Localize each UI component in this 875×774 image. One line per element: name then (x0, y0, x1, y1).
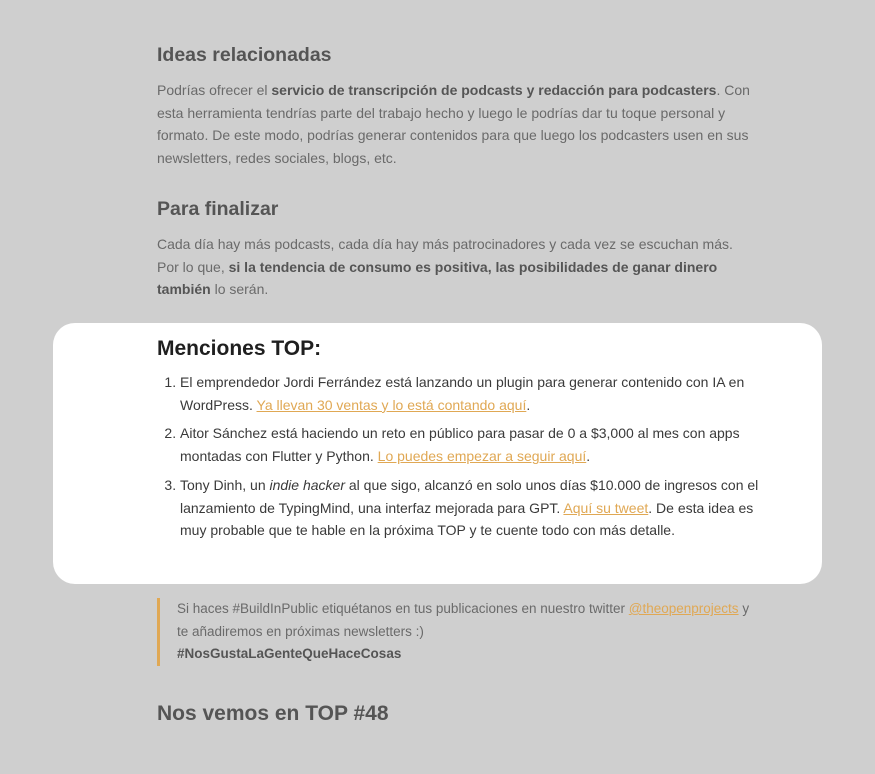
mentions-list (157, 371, 770, 548)
callout-text: Si haces #BuildInPublic etiquétanos en tus publicaciones en nuestro twitter (177, 601, 629, 616)
mention-link-sales[interactable]: Ya llevan 30 ventas y lo está contando aquí (256, 396, 527, 413)
twitter-handle-link[interactable]: @theopenprojects (628, 601, 739, 616)
related-ideas-heading: Ideas relacionadas (157, 44, 332, 66)
finalize-heading: Para finalizar (157, 198, 279, 220)
list-item (180, 371, 770, 416)
closing-heading: Nos vemos en TOP #48 (157, 702, 389, 725)
related-text-a: Podrías ofrecer el (157, 82, 272, 98)
mention-text: Aitor Sánchez está haciendo un reto en público para pasar de 0 a $3,000 al mes con apps montadas con Flutter y Python. (180, 425, 740, 465)
mention-text: . De esta idea es muy probable que te hable en la próxima TOP y te cuente todo con más detalle. (180, 499, 754, 539)
mentions-heading: Menciones TOP: (157, 337, 322, 360)
callout-text: y te añadiremos en próximas newsletters :) (177, 601, 750, 639)
related-ideas-section (157, 44, 757, 169)
list-item (180, 474, 770, 542)
related-text-c: . Con esta herramienta tendrías parte del trabajo hecho y luego le podrías dar tu toque personal y formato. De este modo, podrías generar contenidos para que luego los podcasters usen en sus newsletters, redes sociales, blogs, etc. (157, 82, 750, 166)
related-text-bold: servicio de transcripción de podcasts y redacción para podcasters (271, 82, 717, 98)
mention-text: . (586, 448, 591, 465)
twitter-callout (157, 598, 757, 666)
finalize-text-bold: si la tendencia de consumo es positiva, las posibilidades de ganar dinero también (157, 258, 718, 297)
related-ideas-paragraph (157, 79, 757, 169)
mentions-card (53, 323, 822, 584)
mention-text: Tony Dinh, un (180, 476, 270, 493)
finalize-section (157, 198, 757, 301)
mention-link-follow[interactable]: Lo puedes empezar a seguir aquí (377, 448, 587, 465)
finalize-paragraph (157, 233, 757, 301)
mention-text: . (526, 396, 531, 413)
hashtag: #NosGustaLaGenteQueHaceCosas (177, 646, 402, 662)
mention-text: al que sigo, alcanzó en solo unos días $10.000 de ingresos con el lanzamiento de TypingMind, una interfaz mejorada para GPT. (180, 476, 759, 516)
mention-italic: indie hacker (269, 476, 345, 493)
mention-text: El emprendedor Jordi Ferrández está lanzando un plugin para generar contenido con IA en WordPress. (180, 374, 745, 413)
list-item (180, 422, 770, 467)
finalize-text-c: lo serán. (210, 281, 269, 297)
mention-link-tweet[interactable]: Aquí su tweet (563, 499, 649, 516)
finalize-text-a: Cada día hay más podcasts, cada día hay más patrocinadores y cada vez se escuchan más. Por lo que, (157, 236, 733, 275)
